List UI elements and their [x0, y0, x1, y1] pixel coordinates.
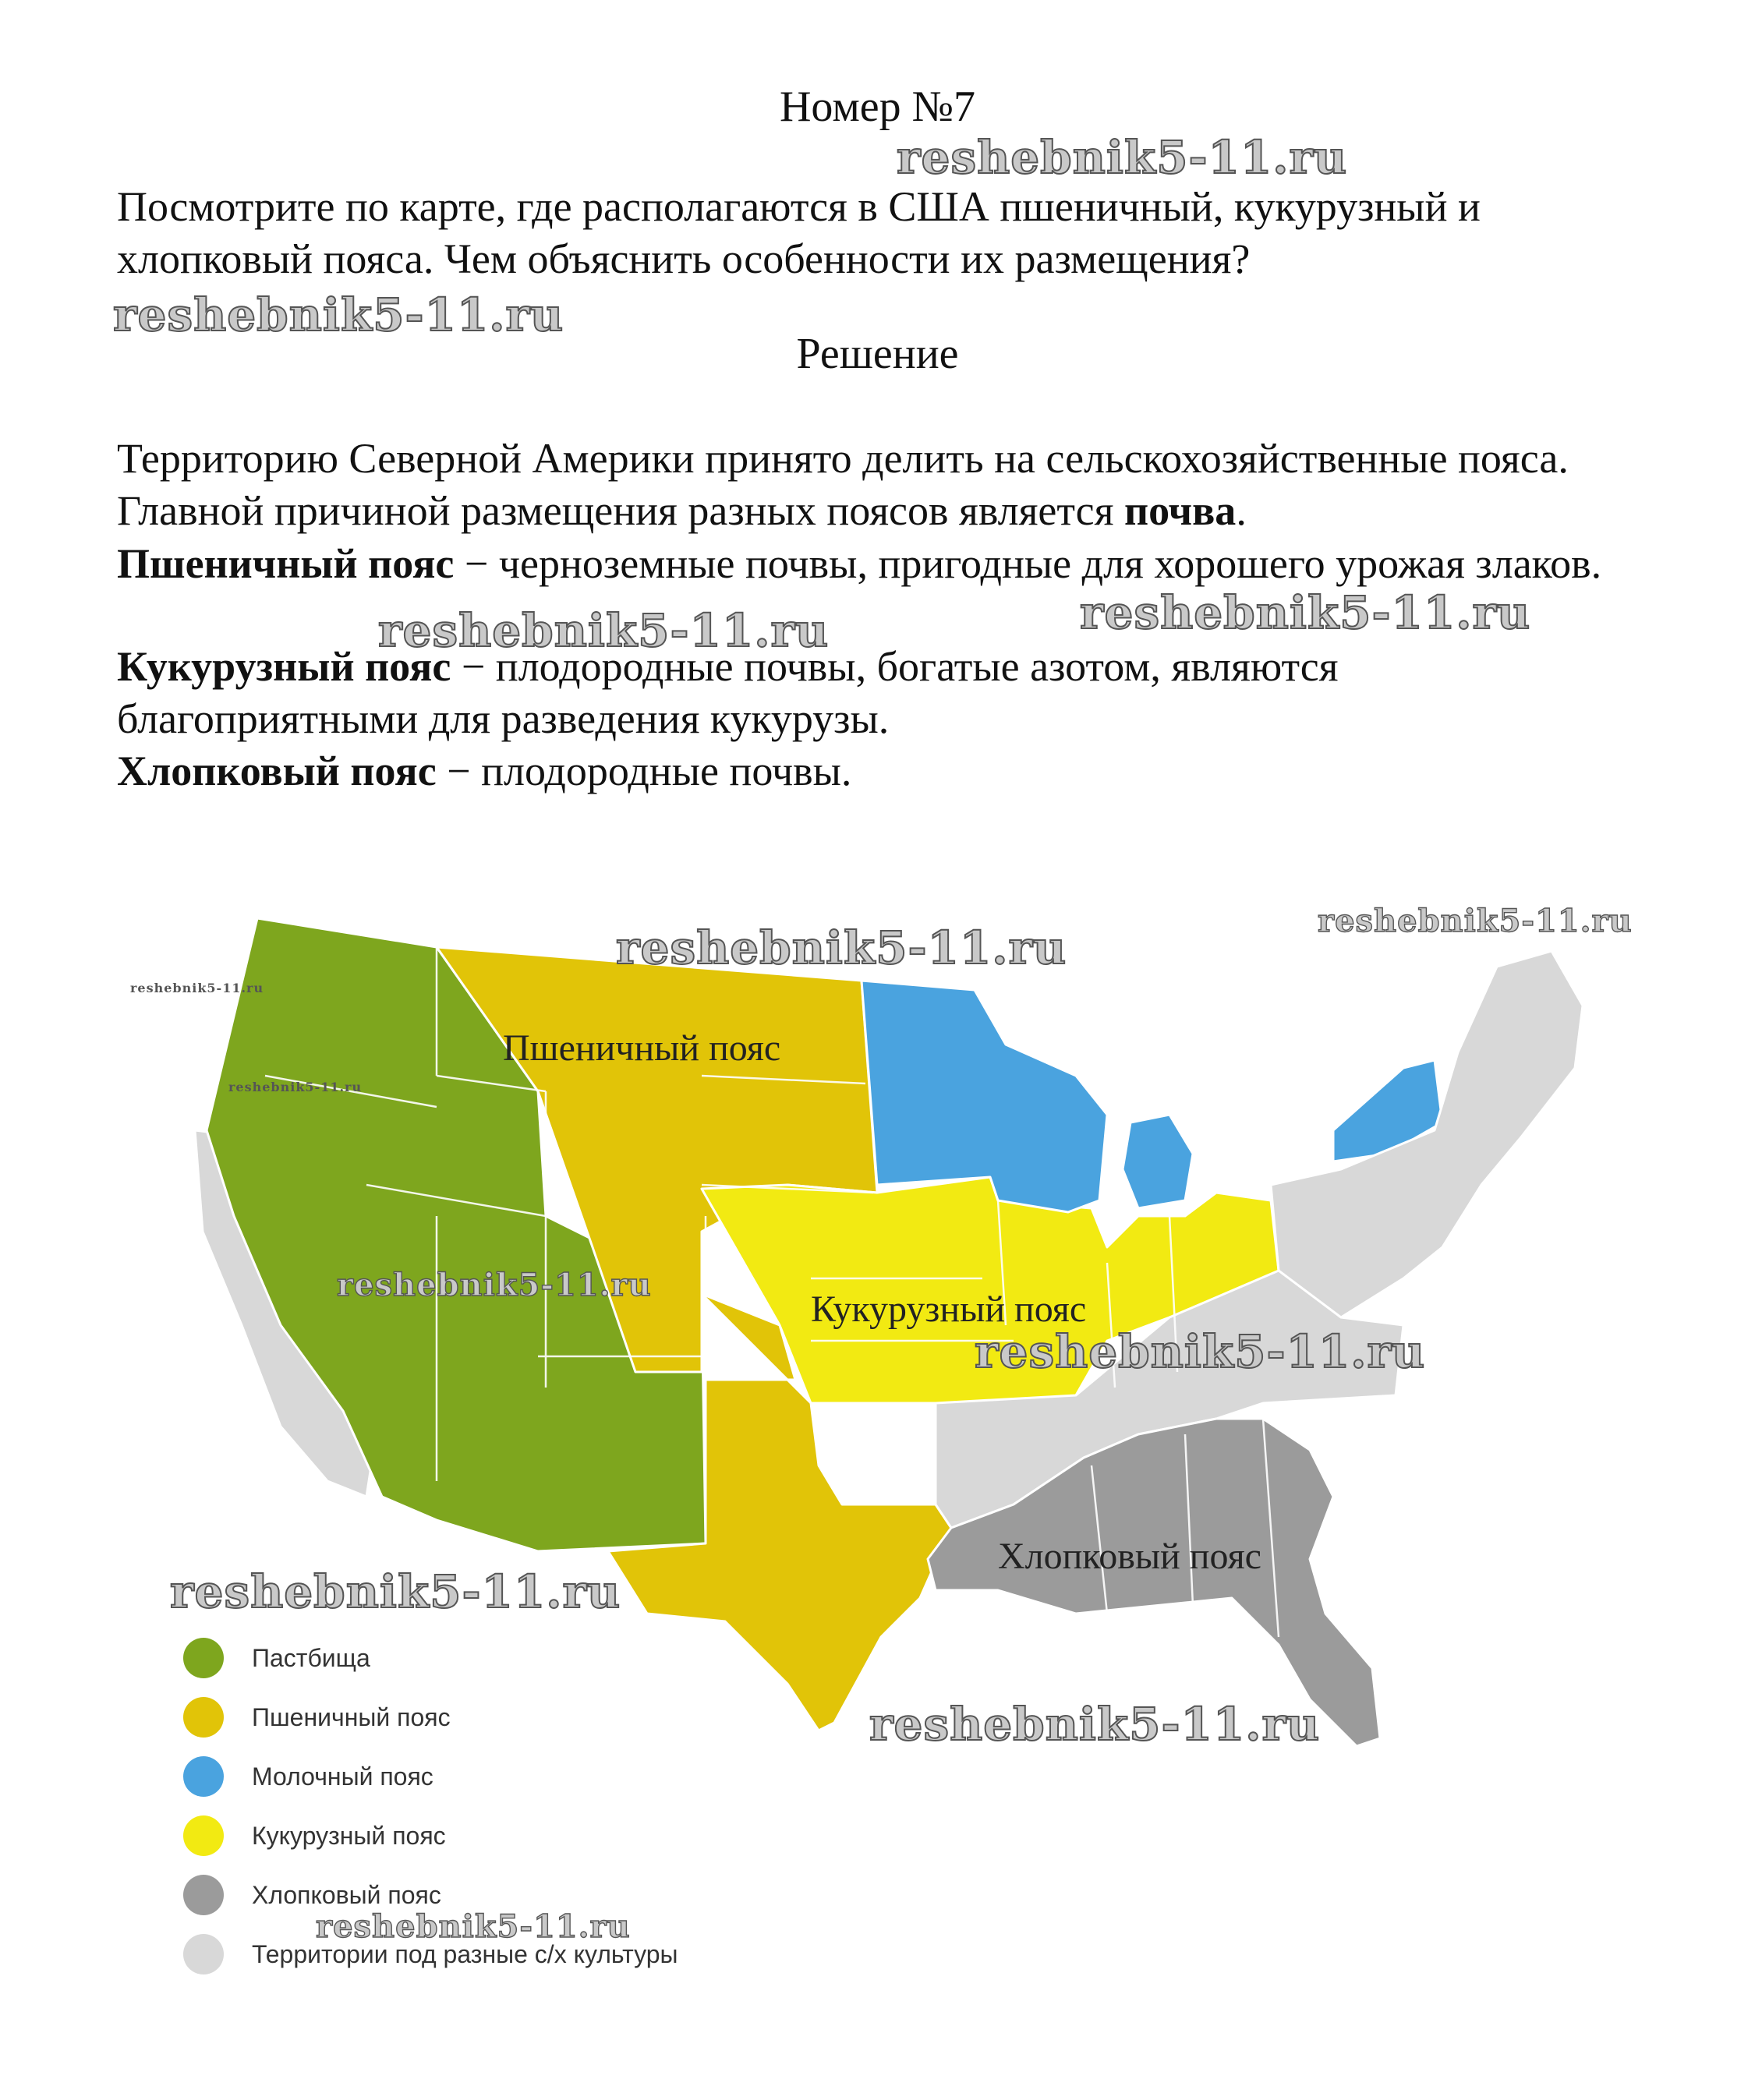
corn-paragraph [117, 641, 1645, 745]
map-label-cotton: Хлопковый пояс [998, 1536, 1261, 1577]
legend-item-pasture [183, 1635, 370, 1681]
watermark: reshebnik5-11.ru [170, 1565, 621, 1618]
cotton-belt-name: Хлопковый пояс [117, 748, 437, 794]
intro-end: . [1236, 487, 1247, 534]
legend-item-wheat [183, 1694, 451, 1741]
intro-bold: почва [1123, 487, 1237, 534]
legend-swatch [183, 1875, 224, 1915]
corn-belt-text: − плодородные почвы, богатые азотом, являются благоприятными для разведения кукурузы. [117, 643, 1339, 742]
legend-item-corn [183, 1812, 446, 1859]
region-dairy-mn-wi [862, 981, 1107, 1212]
watermark: reshebnik5-11.ru [113, 288, 564, 341]
watermark: reshebnik5-11.ru [316, 1908, 631, 1945]
watermark: reshebnik5-11.ru [337, 1267, 652, 1303]
legend-label: Территории под разные с/х культуры [252, 1939, 678, 1968]
watermark: reshebnik5-11.ru [975, 1325, 1426, 1378]
page-title: Номер №7 [779, 83, 976, 131]
region-other-northeast [1271, 951, 1583, 1317]
cotton-belt-text: − плодородные почвы. [436, 748, 852, 794]
map-label-corn: Кукурузный пояс [811, 1289, 1087, 1330]
wheat-belt-name: Пшеничный пояс [117, 540, 455, 587]
watermark: reshebnik5-11.ru [1318, 903, 1633, 939]
watermark: reshebnik5-11.ru [897, 131, 1348, 184]
watermark: reshebnik5-11.ru [130, 981, 264, 995]
watermark: reshebnik5-11.ru [378, 604, 830, 657]
legend-swatch [183, 1934, 224, 1974]
legend-label: Пастбища [252, 1643, 370, 1672]
wheat-paragraph [117, 538, 1645, 590]
legend-item-dairy [183, 1753, 433, 1800]
corn-belt-name: Кукурузный пояс [117, 643, 451, 690]
intro-paragraph [117, 433, 1645, 537]
intro-text: Территорию Северной Америки принято делить на сельскохозяйственные пояса. Главной причиной размещения разных поясов является [117, 435, 1569, 534]
legend-label: Пшеничный пояс [252, 1702, 451, 1731]
watermark: reshebnik5-11.ru [228, 1080, 363, 1094]
watermark: reshebnik5-11.ru [616, 921, 1067, 974]
legend-swatch [183, 1697, 224, 1738]
legend-label: Молочный пояс [252, 1762, 433, 1791]
wheat-belt-text: − черноземные почвы, пригодные для хорошего урожая злаков. [454, 540, 1602, 587]
map-label-wheat: Пшеничный пояс [503, 1027, 781, 1069]
legend-swatch [183, 1638, 224, 1678]
legend-label: Хлопковый пояс [252, 1880, 441, 1909]
watermark: reshebnik5-11.ru [869, 1698, 1321, 1751]
watermark: reshebnik5-11.ru [1080, 586, 1531, 639]
question-text: Посмотрите по карте, где располагаются в США пшеничный, кукурузный и хлопковый пояса. Чем объяснить особенности их размещения? [117, 183, 1481, 282]
cotton-paragraph [117, 745, 1645, 797]
region-dairy-michigan [1123, 1115, 1193, 1208]
legend-label: Кукурузный пояс [252, 1821, 446, 1850]
solution-heading: Решение [796, 330, 959, 378]
legend-swatch [183, 1815, 224, 1856]
legend-swatch [183, 1756, 224, 1797]
